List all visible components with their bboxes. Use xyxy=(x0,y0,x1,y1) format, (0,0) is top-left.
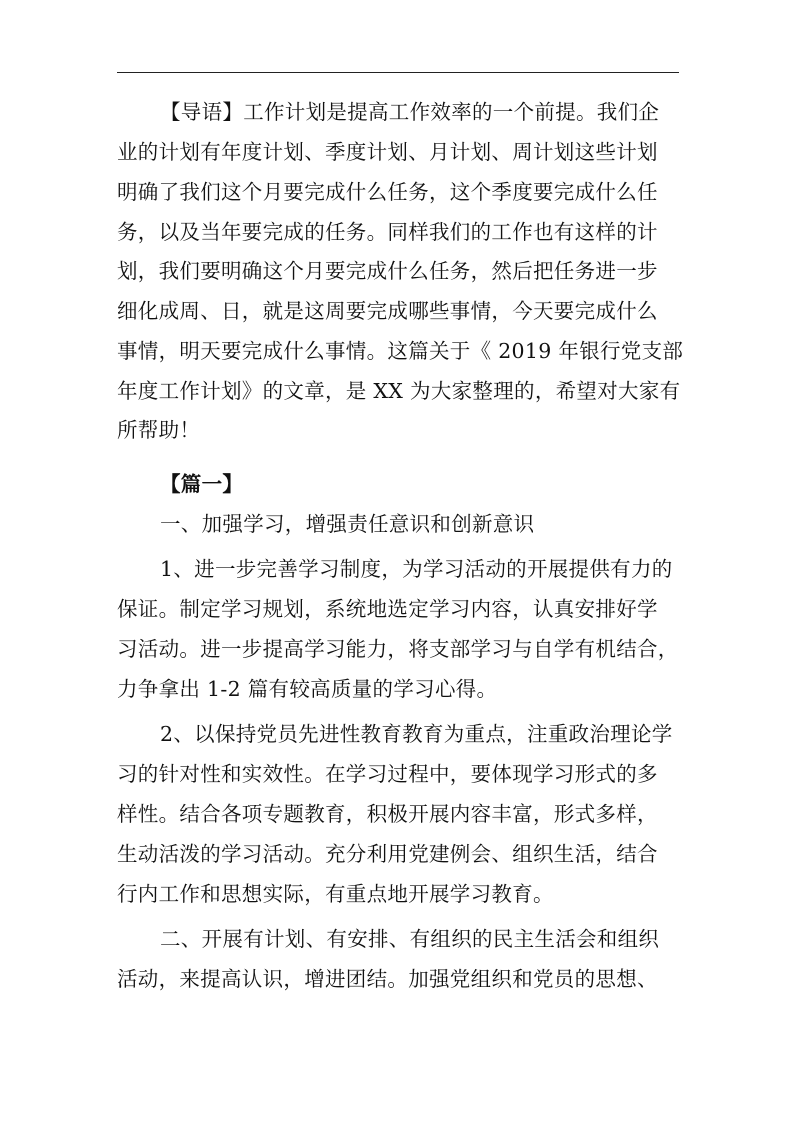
item-two-line: 生动活泼的学习活动。充分利用党建例会、组织生活，结合 xyxy=(117,842,658,866)
item-two-line: 2、以保持党员先进性教育教育为重点，注重政治理论学 xyxy=(160,722,673,746)
header-rule xyxy=(117,72,679,73)
heading-two-line: 活动，来提高认识，增进团结。加强党组织和党员的思想、 xyxy=(117,967,658,991)
item-one-line: 保证。制定学习规划，系统地选定学习内容，认真安排好学 xyxy=(117,597,658,621)
section-title: 【篇一】 xyxy=(160,472,244,496)
intro-line: 【导语】工作计划是提高工作效率的一个前提。我们企 xyxy=(160,100,660,124)
item-one-line: 力争拿出 1-2 篇有较高质量的学习心得。 xyxy=(117,677,498,701)
heading-two-line: 二、开展有计划、有安排、有组织的民主生活会和组织 xyxy=(160,927,660,951)
intro-line: 业的计划有年度计划、季度计划、月计划、周计划这些计划 xyxy=(117,140,658,164)
heading-one: 一、加强学习，增强责任意识和创新意识 xyxy=(160,512,535,536)
intro-line: 所帮助！ xyxy=(117,418,201,442)
item-one-line: 习活动。进一步提高学习能力，将支部学习与自学有机结合， xyxy=(117,637,679,661)
item-one-line: 1、进一步完善学习制度，为学习活动的开展提供有力的 xyxy=(160,557,673,581)
item-two-line: 样性。结合各项专题教育，积极开展内容丰富，形式多样， xyxy=(117,802,658,826)
intro-line: 明确了我们这个月要完成什么任务，这个季度要完成什么任 xyxy=(117,180,658,204)
item-two-line: 习的针对性和实效性。在学习过程中，要体现学习形式的多 xyxy=(117,762,658,786)
item-two-line: 行内工作和思想实际，有重点地开展学习教育。 xyxy=(117,882,554,906)
intro-line: 务，以及当年要完成的任务。同样我们的工作也有这样的计 xyxy=(117,220,658,244)
intro-line: 划，我们要明确这个月要完成什么任务，然后把任务进一步 xyxy=(117,259,658,283)
intro-line: 事情，明天要完成什么事情。这篇关于《 2019 年银行党支部 xyxy=(117,339,684,363)
intro-line: 年度工作计划》的文章，是 XX 为大家整理的，希望对大家有 xyxy=(117,379,681,403)
intro-line: 细化成周、日，就是这周要完成哪些事情，今天要完成什么 xyxy=(117,299,658,323)
